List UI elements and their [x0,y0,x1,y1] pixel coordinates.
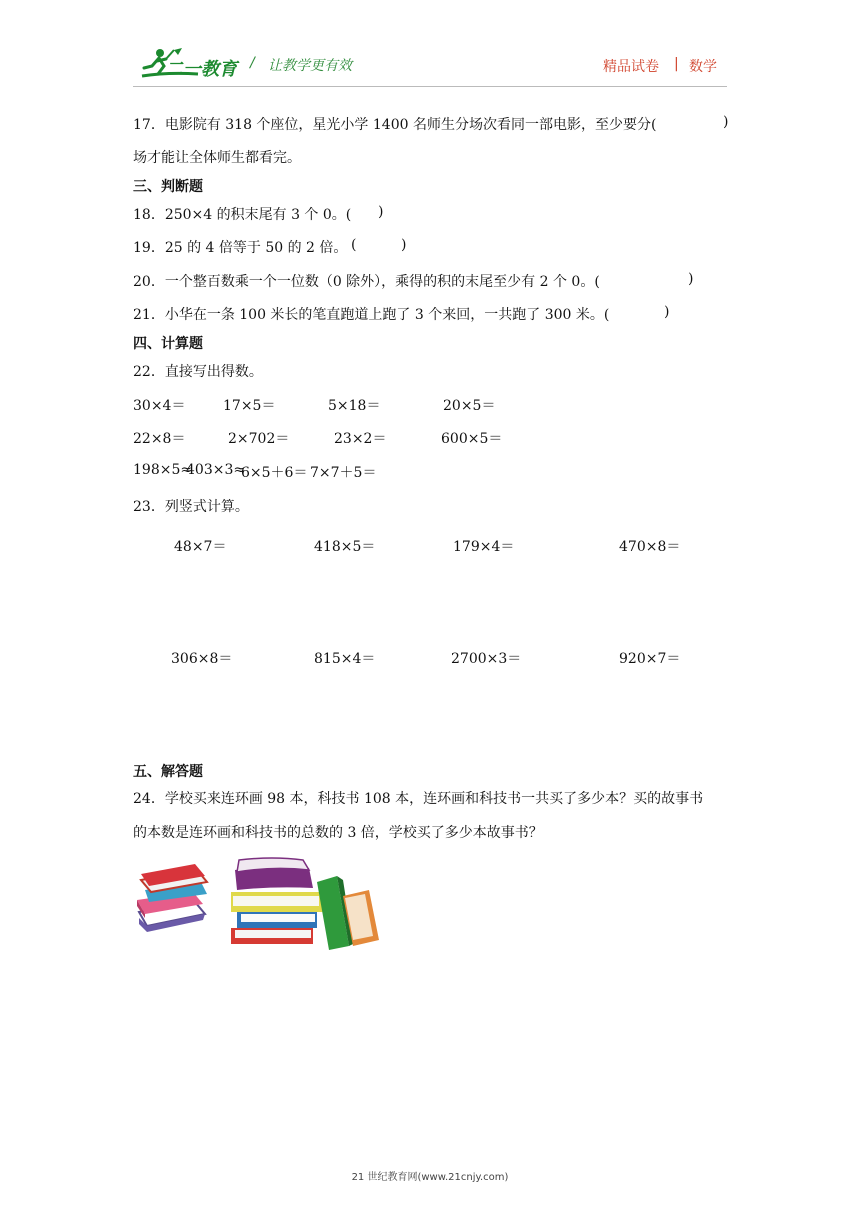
large-book-stack-icon [231,858,323,944]
oral-calc-item: 30×4＝ [133,398,186,414]
header-label: 精品试卷 [603,59,659,75]
question-20: 20．一个整百数乘一个一位数（0 除外），乘得的积的末尾至少有 2 个 0。( [133,274,600,290]
oral-calc-item: 20×5＝ [443,398,496,414]
question-24-line1: 24．学校买来连环画 98 本，科技书 108 本，连环画和科技书一共买了多少本？买的故事书 [133,791,704,807]
vertical-calc-item: 2700×3＝ [451,651,522,667]
oral-calc-item: 2×702＝ [228,431,290,447]
question-18-blank-close: ) [378,204,384,220]
vertical-calc-item: 815×4＝ [314,651,376,667]
header-divider: / [250,55,255,71]
small-book-stack-icon [137,864,207,932]
oral-calc-item: 22×8＝ [133,431,186,447]
header-slogan: 让教学更有效 [268,58,352,74]
vertical-calc-item: 48×7＝ [174,539,227,555]
vertical-calc-item: 920×7＝ [619,651,681,667]
question-21-blank-close: ) [664,304,670,320]
question-17-line1: 17．电影院有 318 个座位，星光小学 1400 名师生分场次看同一部电影，至少要分( [133,117,657,133]
vertical-calc-item: 418×5＝ [314,539,376,555]
question-22-title: 22．直接写出得数。 [133,364,263,380]
page-footer: 21 世纪教育网(www.21cnjy.com) [351,1172,509,1183]
question-19-blank-close: ) [401,237,407,253]
oral-calc-item: 17×5＝ [223,398,276,414]
standing-books-icon [317,876,379,950]
oral-calc-item: 600×5＝ [441,431,503,447]
oral-calc-item: 7×7＋5＝ [310,465,377,481]
section-5-heading: 五、解答题 [133,764,203,780]
oral-calc-item: 5×18＝ [328,398,381,414]
vertical-calc-item: 179×4＝ [453,539,515,555]
header-rule [133,86,727,87]
oral-calc-item: 6×5＋6＝ [241,465,308,481]
header-separator: | [674,56,679,72]
header-subject: 数学 [689,59,717,75]
question-23-title: 23．列竖式计算。 [133,499,249,515]
question-18: 18．250×4 的积末尾有 3 个 0。( [133,207,352,223]
question-19: 19．25 的 4 倍等于 50 的 2 倍。 [133,240,348,256]
brand-name: 二一教育 [165,59,237,80]
section-4-heading: 四、计算题 [133,336,203,352]
section-3-heading: 三、判断题 [133,179,203,195]
oral-calc-item: 403×3≈ [186,462,246,478]
question-17-line2: 场才能让全体师生都看完。 [133,150,301,166]
oral-calc-item: 198×5≈ [133,462,193,478]
vertical-calc-item: 470×8＝ [619,539,681,555]
question-21: 21．小华在一条 100 米长的笔直跑道上跑了 3 个来回，一共跑了 300 米。( [133,307,610,323]
question-19-blank-open: ( [351,237,357,253]
books-illustration-icon [133,856,383,952]
vertical-calc-item: 306×8＝ [171,651,233,667]
question-20-blank-close: ) [688,271,694,287]
question-24-line2: 的本数是连环画和科技书的总数的 3 倍，学校买了多少本故事书？ [133,825,543,841]
question-17-blank-close: ) [723,114,729,130]
oral-calc-item: 23×2＝ [334,431,387,447]
